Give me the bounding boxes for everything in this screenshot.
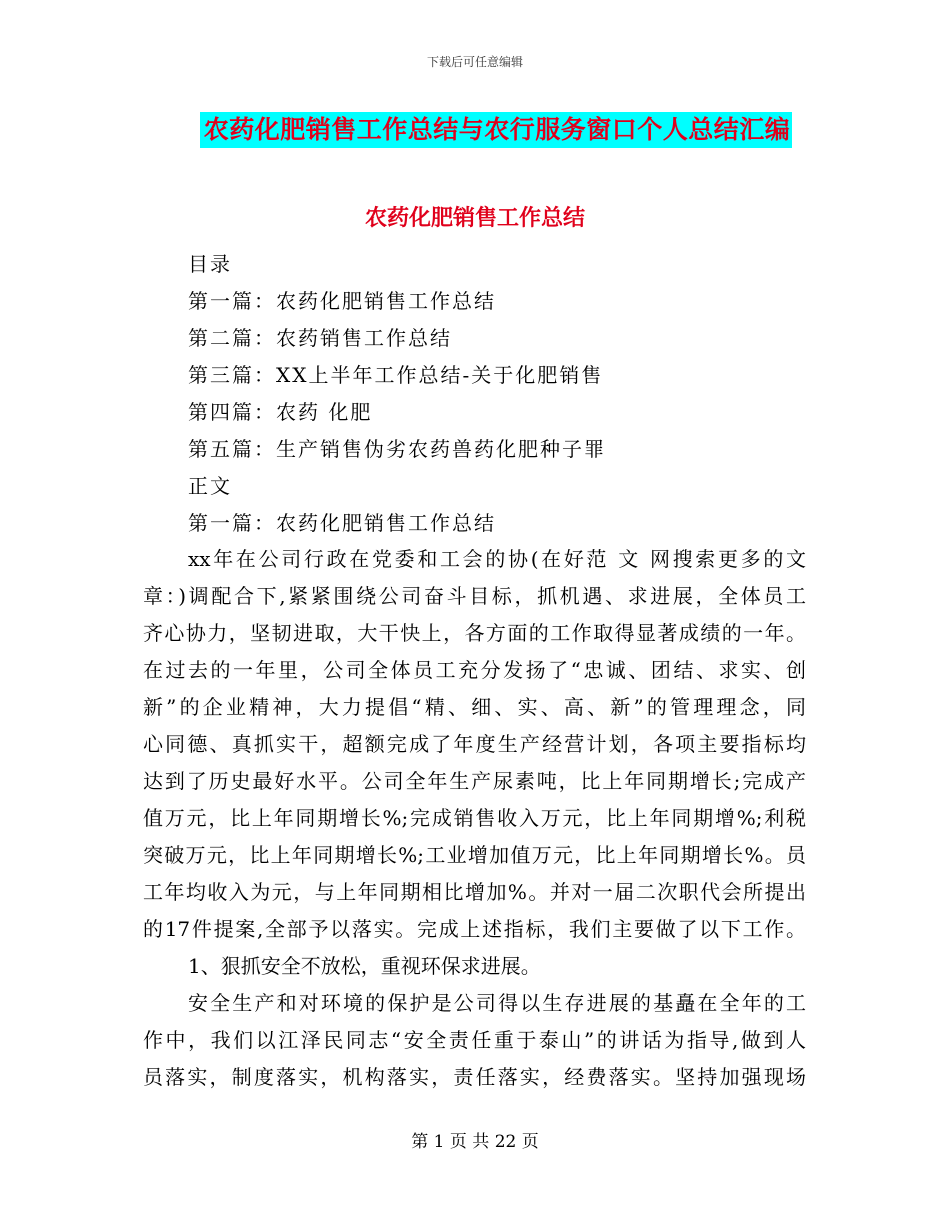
paragraph-line: 章：)调配合下,紧紧围绕公司奋斗目标，抓机遇、求进展，全体员工 [143, 584, 806, 608]
table-of-contents [188, 246, 606, 542]
paragraph-line: 员落实，制度落实，机构落实，责任落实，经费落实。坚持加强现场 [143, 1065, 806, 1089]
paragraph-line: 作中，我们以江泽民同志“安全责任重于泰山”的讲话为指导,做到人 [143, 1028, 806, 1052]
page-footer: 第 1 页 共 22 页 [411, 1132, 539, 1152]
main-title-container [0, 112, 950, 148]
paragraph-line: 达到了历史最好水平。公司全年生产尿素吨，比上年同期增长;完成产 [143, 769, 806, 793]
header-note: 下载后可任意编辑 [426, 55, 523, 69]
toc-item: 第一篇：农药化肥销售工作总结 [188, 289, 496, 313]
paragraph-line: 安全生产和对环境的保护是公司得以生存进展的基矗在全年的工 [188, 991, 806, 1015]
toc-item: 第四篇：农药 化肥 [188, 400, 373, 424]
paragraph-line: 的17件提案,全部予以落实。完成上述指标，我们主要做了以下工作。 [143, 917, 806, 941]
paragraph-line: 新”的企业精神，大力提倡“精、细、实、高、新”的管理理念，同 [143, 695, 806, 719]
toc-heading: 目录 [188, 252, 232, 276]
toc-item: 第五篇：生产销售伪劣农药兽药化肥种子罪 [188, 437, 606, 461]
body-heading: 正文 [188, 474, 232, 498]
section-title: 农药化肥销售工作总结 [364, 205, 585, 231]
paragraph-line: 齐心协力，坚韧进取，大干快上，各方面的工作取得显著成绩的一年。 [143, 621, 806, 645]
toc-item: 第三篇：XX上半年工作总结-关于化肥销售 [188, 363, 604, 387]
paragraph-line: 突破万元，比上年同期增长%;工业增加值万元，比上年同期增长%。员 [143, 843, 806, 867]
paragraph-line: 心同德、真抓实干，超额完成了年度生产经营计划，各项主要指标均 [143, 732, 806, 756]
chapter-heading: 第一篇：农药化肥销售工作总结 [188, 511, 496, 535]
paragraph-line: 值万元，比上年同期增长%;完成销售收入万元，比上年同期增%;利税 [143, 806, 806, 830]
paragraph-line: 1、狠抓安全不放松，重视环保求进展。 [188, 954, 541, 978]
main-title: 农药化肥销售工作总结与农行服务窗口个人总结汇编 [200, 112, 793, 148]
paragraph-line: 工年均收入为元，与上年同期相比增加%。并对一届二次职代会所提出 [143, 880, 806, 904]
paragraph-line: 在过去的一年里，公司全体员工充分发扬了“忠诚、团结、求实、创 [143, 658, 806, 682]
paragraph-line: xx年在公司行政在党委和工会的协(在好范 文 网搜索更多的文 [188, 547, 806, 571]
body-text [143, 541, 806, 1096]
toc-item: 第二篇：农药销售工作总结 [188, 326, 452, 350]
